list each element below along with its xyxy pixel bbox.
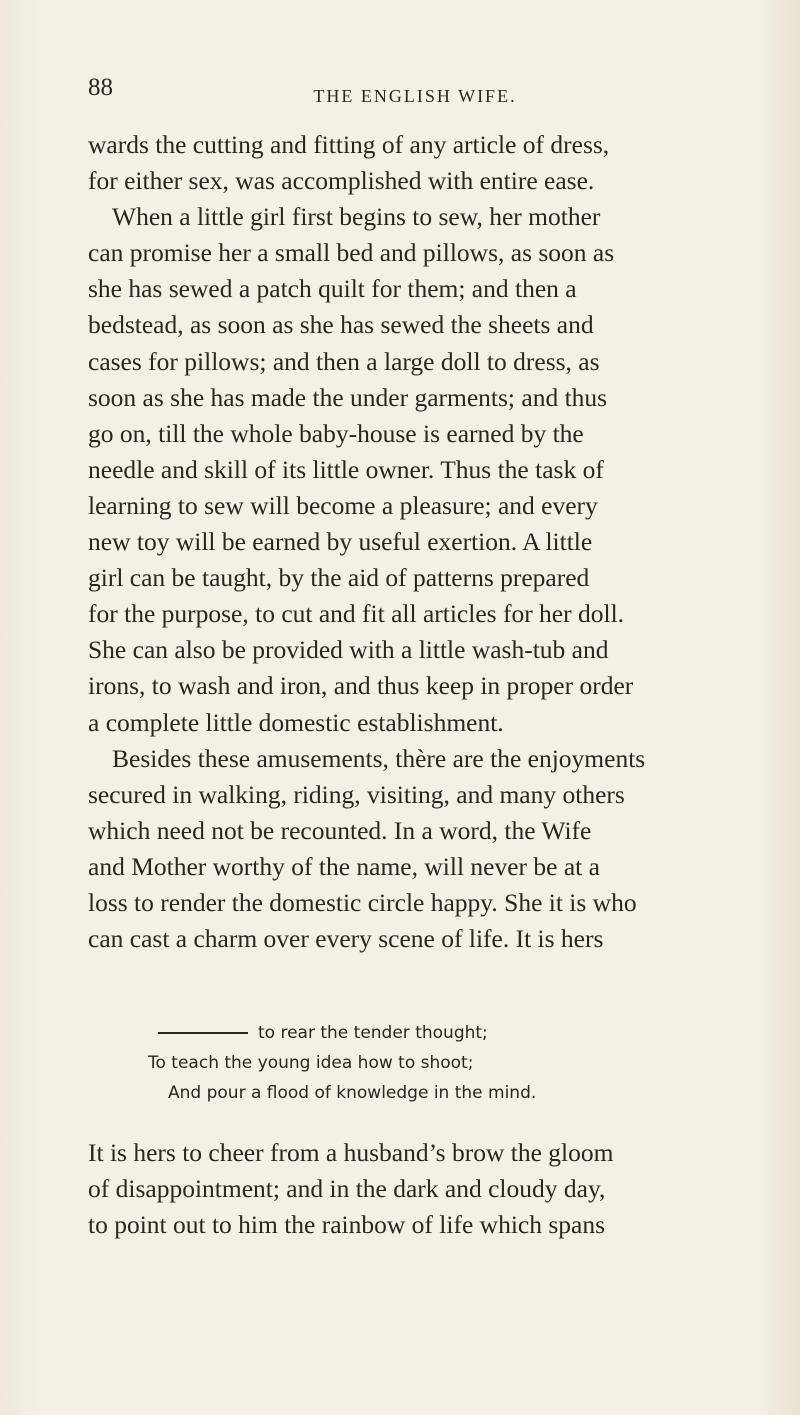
verse-line-3: And pour a flood of knowledge in the mind. <box>168 1083 537 1103</box>
verse-text: to rear the tender thought; <box>258 1023 488 1043</box>
text-line: new toy will be earned by useful exertion. A little <box>88 527 593 557</box>
text-line: wards the cutting and fitting of any article of dress, <box>88 130 610 159</box>
text-line: a complete little domestic establishment. <box>88 707 504 737</box>
text-line: needle and skill of its little owner. Thus the task of <box>88 454 604 484</box>
text-line: learning to sew will become a pleasure; and every <box>88 490 598 520</box>
body-paragraphs <box>88 127 788 957</box>
text-line: for the purpose, to cut and fit all articles for her doll. <box>88 599 625 629</box>
verse-line-2: To teach the young idea how to shoot; <box>148 1053 474 1073</box>
text-line: of disappointment; and in the dark and cloudy day, <box>88 1174 606 1204</box>
text-line: When a little girl first begins to sew, her mother <box>112 202 601 232</box>
text-line: go on, till the whole baby-house is earned by the <box>88 418 584 448</box>
text-line: she has sewed a patch quilt for them; and then a <box>88 274 577 304</box>
text-line: secured in walking, riding, visiting, and many others <box>88 779 625 809</box>
closing-paragraph <box>88 1135 788 1243</box>
text-line: girl can be taught, by the aid of patterns prepared <box>88 563 590 593</box>
text-line: to point out to him the rainbow of life which spans <box>88 1210 606 1240</box>
verse-quotation <box>148 1018 536 1108</box>
text-line: which need not be recounted. In a word, the Wife <box>88 815 592 845</box>
text-line: can promise her a small bed and pillows, as soon as <box>88 238 615 268</box>
text-line: for either sex, was accomplished with entire ease. <box>88 166 595 196</box>
page-number: 88 <box>88 74 113 101</box>
running-head: THE ENGLISH WIFE. <box>313 86 517 106</box>
text-line: cases for pillows; and then a large doll to dress, as <box>88 346 600 376</box>
text-line: loss to render the domestic circle happy. She it is who <box>88 887 637 917</box>
verse-line-1 <box>148 1018 536 1048</box>
text-line: Besides these amusements, thère are the enjoyments <box>112 743 646 773</box>
em-dash-rule <box>158 1032 248 1034</box>
text-line: bedstead, as soon as she has sewed the sheets and <box>88 310 594 340</box>
text-line: She can also be provided with a little wash-tub and <box>88 635 609 665</box>
text-line: irons, to wash and iron, and thus keep in proper order <box>88 671 634 701</box>
text-line: can cast a charm over every scene of life. It is hers <box>88 924 604 954</box>
text-line: soon as she has made the under garments; and thus <box>88 382 608 412</box>
text-line: It is hers to cheer from a husband’s brow the gloom <box>88 1138 614 1167</box>
text-line: and Mother worthy of the name, will never be at a <box>88 851 600 881</box>
